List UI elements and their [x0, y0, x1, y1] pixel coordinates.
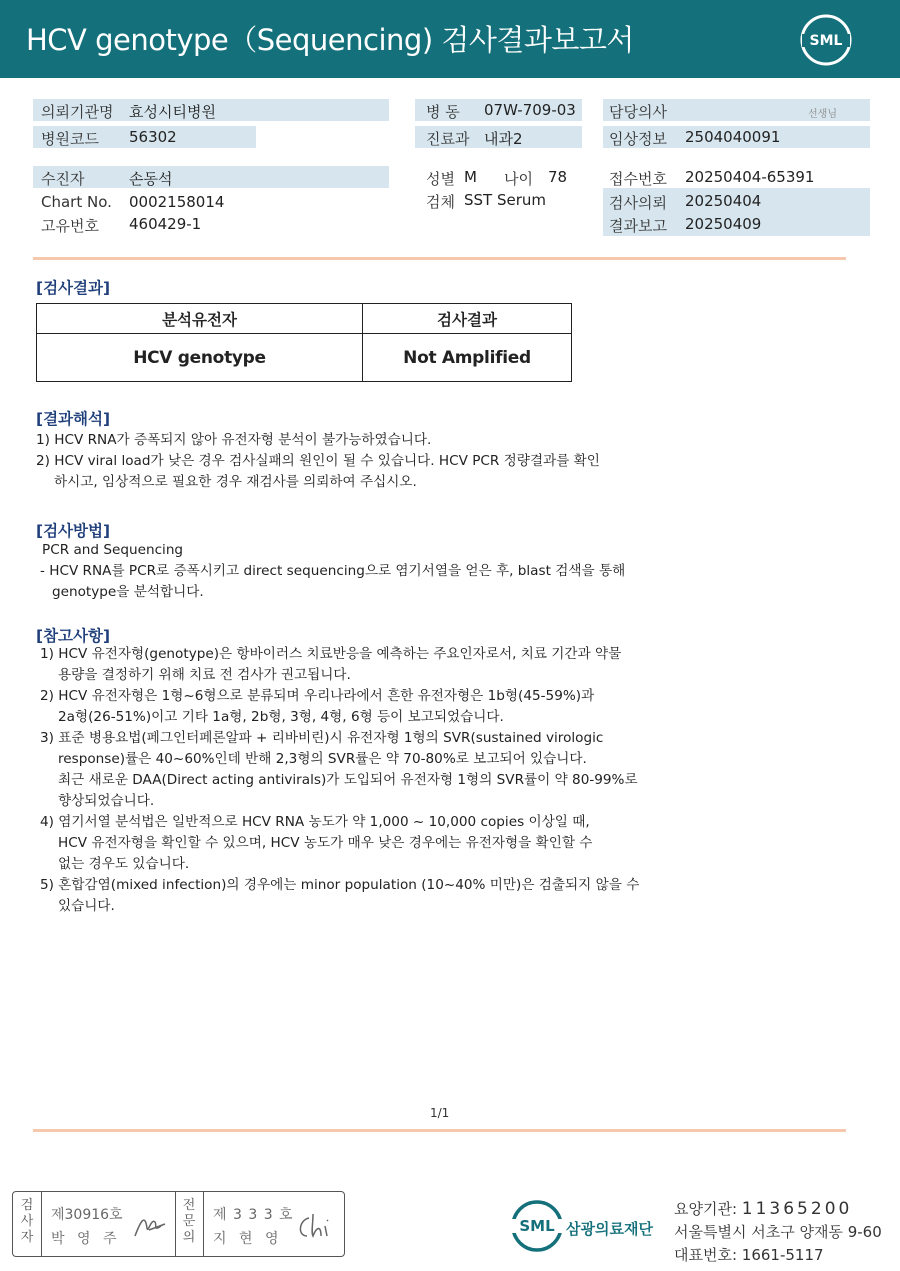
notes-line: 2) HCV 유전자형은 1형~6형으로 분류되며 우리나라에서 흔한 유전자형은 1b형(45-59%)과 [40, 688, 595, 704]
interpretation-line: 2) HCV viral load가 낮은 경우 검사실패의 원인이 될 수 있습니다. HCV PCR 정량결과를 확인 [36, 453, 600, 469]
uid-value: 460429-1 [129, 215, 202, 233]
chart-label: Chart No. [41, 193, 112, 211]
notes-line: 최근 새로운 DAA(Direct acting antivirals)가 도입되어 유전자형 1형의 SVR률이 약 80-99%로 [58, 772, 638, 788]
ward-value: 07W-709-03 [484, 101, 576, 119]
institution-value: 효성시티병원 [129, 103, 216, 121]
report-header [0, 0, 900, 78]
interpretation-text [36, 430, 600, 493]
notes-line: 없는 경우도 있습니다. [58, 856, 190, 872]
org-name: 삼광의료재단 [566, 1220, 653, 1238]
sex-value: M [464, 168, 477, 186]
specimen-label: 검체 [426, 193, 455, 211]
method-line: PCR and Sequencing [42, 542, 184, 558]
hospital-code-label: 병원코드 [41, 130, 99, 148]
tester-license: 제30916호 [51, 1207, 123, 1223]
method-line: - HCV RNA를 PCR로 증폭시키고 direct sequencing으로 염기서열을 얻은 후, blast 검색을 통해 [40, 563, 626, 579]
result-value-cell: Not Amplified [363, 334, 572, 382]
footer-code-line [674, 1198, 852, 1219]
method-line: genotype을 분석합니다. [52, 584, 204, 600]
result-table [36, 303, 572, 382]
notes-line: 2a형(26-51%)이고 기타 1a형, 2b형, 3형, 4형, 6형 등이 보고되었습니다. [58, 709, 504, 725]
result-header-result: 검사결과 [363, 304, 572, 334]
sex-label: 성별 [426, 170, 455, 188]
doctor-label: 담당의사 [609, 103, 667, 121]
notes-line: 있습니다. [58, 898, 115, 914]
patient-bar [33, 166, 389, 188]
specialist-license: 제 3 3 3 호 [213, 1207, 294, 1223]
receipt-label: 접수번호 [609, 170, 667, 188]
chart-value: 0002158014 [129, 193, 225, 211]
dept-value: 내과2 [484, 130, 523, 148]
patient-label: 수진자 [41, 170, 85, 188]
uid-label: 고유번호 [41, 217, 99, 235]
method-text [42, 540, 625, 603]
request-value: 20250404 [685, 192, 762, 210]
svg-text:SML: SML [519, 1217, 555, 1235]
age-label: 나이 [504, 170, 533, 188]
sml-footer-logo-icon [510, 1198, 564, 1254]
notes-line: 향상되었습니다. [58, 793, 155, 809]
report-value: 20250409 [685, 215, 762, 233]
signature-box [12, 1191, 345, 1257]
result-gene-cell: HCV genotype [37, 334, 363, 382]
tester-label: 검 사 자 [20, 1198, 34, 1245]
specialist-signature-icon [293, 1210, 337, 1242]
interpretation-line: 1) HCV RNA가 증폭되지 않아 유전자형 분석이 불가능하였습니다. [36, 432, 432, 448]
notes-line: 1) HCV 유전자형(genotype)은 항바이러스 치료반응을 예측하는 주요인자로서, 치료 기간과 약물 [40, 646, 622, 662]
interpretation-line: 하시고, 임상적으로 필요한 경우 재검사를 의뢰하여 주십시오. [54, 474, 417, 490]
footer-phone-line [674, 1244, 824, 1265]
page-number: 1/1 [430, 1106, 450, 1120]
result-header-gene: 분석유전자 [37, 304, 363, 334]
sml-logo-icon [800, 14, 852, 66]
dept-label: 진료과 [426, 130, 470, 148]
notes-line: 3) 표준 병용요법(페그인터페론알파 + 리바비린)시 유전자형 1형의 SVR(sustained virologic [40, 730, 604, 746]
notes-line: 5) 혼합감염(mixed infection)의 경우에는 minor population (10~40% 미만)은 검출되지 않을 수 [40, 877, 640, 893]
phone-value: 1661-5117 [741, 1246, 824, 1264]
report-title: HCV genotype（Sequencing) 검사결과보고서 [26, 23, 634, 57]
code-value: 11365200 [741, 1199, 853, 1219]
specialist-name: 지 현 영 [213, 1231, 283, 1247]
clinical-value: 2504040091 [685, 128, 781, 146]
hospital-code-value: 56302 [129, 128, 177, 146]
method-section-title: [검사방법] [36, 522, 111, 540]
code-label: 요양기관: [674, 1200, 738, 1218]
request-label: 검사의뢰 [609, 194, 667, 212]
patient-value: 손동석 [129, 170, 173, 188]
ward-label: 병 동 [426, 103, 460, 121]
age-value: 78 [548, 168, 568, 186]
tester-signature-icon [131, 1210, 171, 1242]
notes-line: response)률은 40~60%인데 반해 2,3형의 SVR률은 약 70-80%로 보고되어 있습니다. [58, 751, 587, 767]
footer-address: 서울특별시 서초구 양재동 9-60 [674, 1223, 882, 1241]
notes-line: HCV 유전자형을 확인할 수 있으며, HCV 농도가 매우 낮은 경우에는 유전자형을 확인할 수 [58, 835, 593, 851]
specimen-value: SST Serum [464, 191, 547, 209]
divider-bottom [33, 1129, 846, 1132]
institution-label: 의뢰기관명 [41, 103, 114, 121]
svg-text:SML: SML [809, 33, 843, 49]
divider-top [33, 257, 846, 260]
notes-line: 용량을 결정하기 위해 치료 전 검사가 권고됩니다. [58, 667, 351, 683]
tester-name: 박 영 주 [51, 1231, 121, 1247]
doctor-suffix: 선생님 [808, 109, 837, 120]
report-label: 결과보고 [609, 217, 667, 235]
receipt-value: 20250404-65391 [685, 168, 815, 186]
specialist-label: 전 문 의 [182, 1198, 196, 1245]
notes-text [40, 644, 639, 917]
notes-section-title: [참고사항] [36, 627, 111, 645]
clinical-label: 임상정보 [609, 130, 667, 148]
notes-line: 4) 염기서열 분석법은 일반적으로 HCV RNA 농도가 약 1,000 ~ 10,000 copies 이상일 때, [40, 814, 590, 830]
result-section-title: [검사결과] [36, 279, 111, 297]
interpretation-section-title: [결과해석] [36, 410, 111, 428]
phone-label: 대표번호: [674, 1246, 738, 1264]
